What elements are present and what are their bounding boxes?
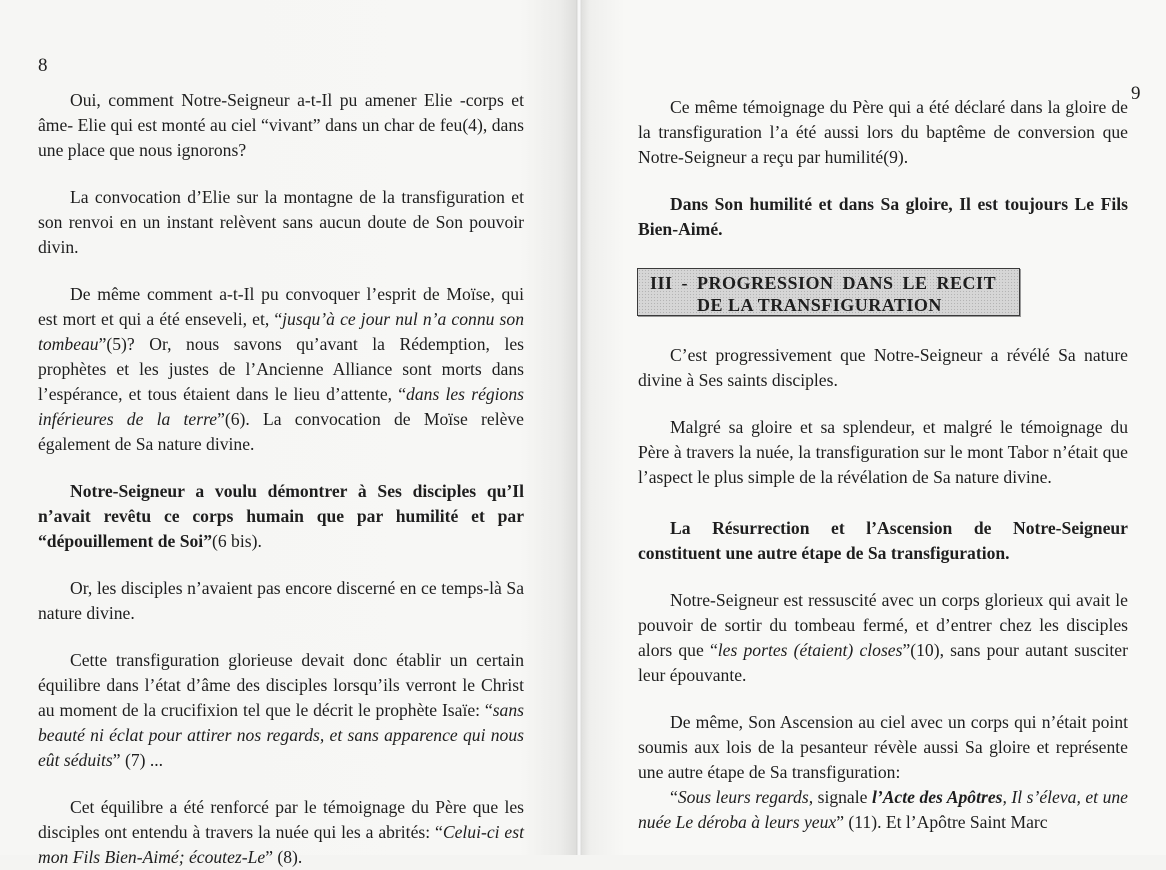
paragraph-text: De même comment a-t-Il pu convoquer l’esprit de Moïse, qui est mort et qui a été enseveli, et, “ xyxy=(38,284,524,329)
quote-pere: Celui-ci est mon Fils Bien-Aimé; écoutez-Le xyxy=(38,822,524,867)
quote-regions: dans les régions inférieures de la terre xyxy=(38,384,524,429)
paragraph-text: signale xyxy=(813,787,872,807)
paragraph-progressivement xyxy=(638,343,1128,393)
section-heading-line1: III - PROGRESSION DANS LE RECIT xyxy=(650,273,997,293)
paragraph-fils-bien-aime xyxy=(638,192,1128,242)
paragraph-moise xyxy=(38,282,524,457)
quote-deuteronomy: jusqu’à ce jour nul n’a connu son tombeau xyxy=(38,309,524,354)
paragraph-text: ”(6). La convocation de Moïse relève également de Sa nature divine. xyxy=(38,409,524,454)
paragraph-ressuscite xyxy=(638,588,1128,688)
paragraph-text: Cet équilibre a été renforcé par le témoignage du Père que les disciples ont entendu à travers la nuée qui les a abrités: “ xyxy=(38,797,524,842)
paragraph-humilite xyxy=(38,479,524,554)
paragraph-text: Or, les disciples n’avaient pas encore discerné en ce temps-là Sa nature divine. xyxy=(38,578,524,623)
book-title-acte-des-apotres: l’Acte des Apôtres xyxy=(871,787,1003,807)
page-number-right: 9 xyxy=(1131,83,1141,104)
right-text-bottom xyxy=(638,343,1128,835)
bold-statement: Dans Son humilité et dans Sa gloire, Il est toujours Le Fils Bien-Aimé. xyxy=(638,194,1128,239)
paragraph-text: Notre-Seigneur est ressuscité avec un corps glorieux qui avait le pouvoir de sortir du tombeau fermé, et d’entrer chez les disciples alors que “ xyxy=(638,590,1128,660)
paragraph-text: ”(10), sans pour autant susciter leur épouvante. xyxy=(638,640,1128,685)
section-heading-line2: DE LA TRANSFIGURATION xyxy=(697,295,942,315)
bold-statement: Notre-Seigneur a voulu démontrer à Ses disciples qu’Il n’avait revêtu ce corps humain que par humilité et par “dépouillement de Soi” xyxy=(38,481,524,551)
paragraph-bapteme xyxy=(638,95,1128,170)
paragraph-text: Malgré sa gloire et sa splendeur, et malgré le témoignage du Père à travers la nuée, la transfiguration sur le mont Tabor n’était que l’aspect le plus simple de la révélation de Sa nature divine. xyxy=(638,417,1128,487)
section-heading xyxy=(637,268,1020,316)
paragraph-text: ” (7) ... xyxy=(112,750,164,770)
paragraph-ascension xyxy=(638,710,1128,785)
paragraph-elie-convocation xyxy=(38,185,524,260)
paragraph-text: Ce même témoignage du Père qui a été déclaré dans la gloire de la transfiguration l’a été aussi lors du baptême de conversion que Notre-Seigneur a reçu par humilité(9). xyxy=(638,97,1128,167)
paragraph-temoignage xyxy=(38,795,524,870)
book-spine xyxy=(576,0,582,855)
paragraph-acte-apotres xyxy=(638,785,1128,835)
bold-statement: La Résurrection et l’Ascension de Notre-Seigneur constituent une autre étape de Sa transfiguration. xyxy=(638,518,1128,563)
quote-isaie: sans beauté ni éclat pour attirer nos regards, et sans apparence qui nous eût séduits xyxy=(38,700,524,770)
left-page xyxy=(0,0,578,867)
paragraph-disciples xyxy=(38,576,524,626)
paragraph-tabor xyxy=(638,415,1128,490)
quote-sous-leurs-regards: Sous leurs regards, xyxy=(677,787,814,807)
paragraph-text: ”(5)? Or, nous savons qu’avant la Rédemption, les prophètes et les justes de l’Ancienne Alliance sont morts dans l’espérance, et tous étaient dans le lieu d’attente, “ xyxy=(38,334,524,404)
paragraph-text: La convocation d’Elie sur la montagne de la transfiguration et son renvoi en un instant relèvent sans aucun doute de Son pouvoir divin. xyxy=(38,187,524,257)
page-number-left: 8 xyxy=(38,55,48,76)
right-text-top xyxy=(638,95,1128,242)
paragraph-text: C’est progressivement que Notre-Seigneur a révélé Sa nature divine à Ses saints disciples. xyxy=(638,345,1128,390)
paragraph-text: ” (11). Et l’Apôtre Saint Marc xyxy=(836,812,1048,832)
paragraph-text: Cette transfiguration glorieuse devait donc établir un certain équilibre dans l’état d’âme des disciples lorsqu’ils verront le Christ au moment de la crucifixion tel que le décrit le prophète Isaïe: “ xyxy=(38,650,524,720)
quote-il-s-eleva: , Il s’éleva, et une nuée Le déroba à leurs yeux xyxy=(638,787,1128,832)
paragraph-equilibre xyxy=(38,648,524,773)
footnote-ref: (6 bis). xyxy=(212,531,262,551)
paragraph-text: De même, Son Ascension au ciel avec un corps qui n’était point soumis aux lois de la pesanteur révèle aussi Sa gloire et représente une autre étape de Sa transfiguration: xyxy=(638,712,1128,782)
paragraph-resurrection-ascension xyxy=(638,516,1128,566)
paragraph-text: Oui, comment Notre-Seigneur a-t-Il pu amener Elie -corps et âme- Elie qui est monté au ciel “vivant” dans un char de feu(4), dans une place que nous ignorons? xyxy=(38,90,524,160)
paragraph-text: ” (8). xyxy=(265,847,303,867)
quote-mark: “ xyxy=(670,787,678,807)
quote-portes: les portes (étaient) closes xyxy=(717,640,903,660)
paragraph-elie-question xyxy=(38,88,524,163)
left-text-column xyxy=(38,88,524,870)
